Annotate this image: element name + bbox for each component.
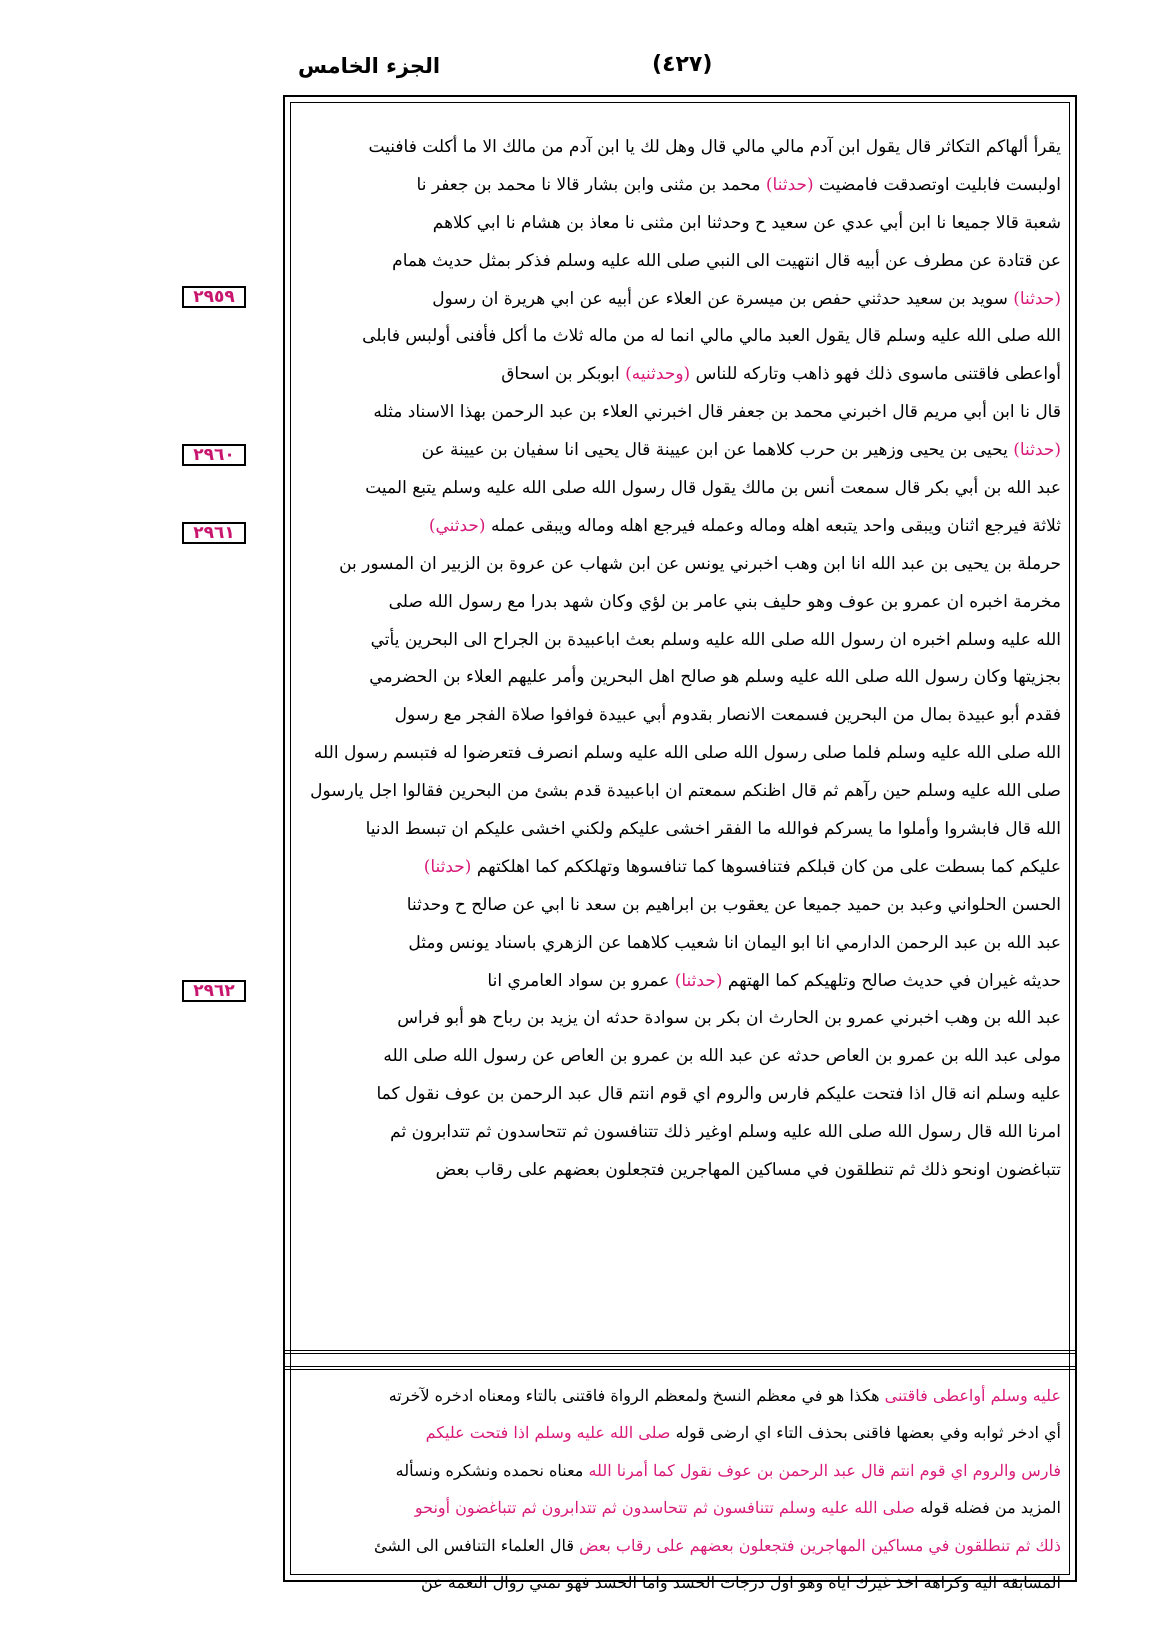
- text-segment: مخرمة اخبره ان عمرو بن عوف وهو حليف بني عامر بن لؤي وكان شهد بدرا مع رسول الله صلى: [388, 591, 1061, 612]
- text-segment: يحيى بن يحيى وزهير بن حرب كلاهما عن ابن عيينة قال يحيى انا سفيان بن عيينة عن: [421, 440, 1014, 461]
- highlighted-phrase: (حدثنا): [765, 174, 814, 195]
- text-line: [305, 925, 1061, 963]
- hadith-number-2961: ٢٩٦١: [182, 522, 246, 544]
- hadith-number-2960: ٢٩٦٠: [182, 444, 246, 466]
- text-line: [305, 1076, 1061, 1114]
- text-line: [305, 356, 1061, 394]
- text-line: [305, 318, 1061, 356]
- commentary-block: [305, 1377, 1061, 1592]
- commentary-line: [305, 1527, 1061, 1564]
- highlighted-phrase: صلى الله عليه وسلم اذا فتحت عليكم: [425, 1423, 671, 1443]
- text-line: [305, 773, 1061, 811]
- text-segment: يقرأ ألهاكم التكاثر قال يقول ابن آدم مالي مالي قال وهل لك يا ابن آدم من مالك الا ما أكلت فافنيت: [368, 137, 1061, 157]
- text-line: [305, 432, 1061, 470]
- text-line: [305, 735, 1061, 773]
- text-line: [305, 281, 1061, 319]
- text-line: [305, 1152, 1061, 1190]
- highlighted-phrase: فارس والروم اي قوم انتم قال عبد الرحمن بن عوف نقول كما أمرنا الله: [588, 1460, 1061, 1480]
- text-line: [305, 129, 1061, 167]
- commentary-line: [305, 1452, 1061, 1489]
- page-header: [290, 52, 1080, 92]
- text-segment: عن قتادة عن مطرف عن أبيه قال انتهيت الى النبي صلى الله عليه وسلم فذكر بمثل حديث همام: [392, 250, 1061, 271]
- text-segment: أواعطى فاقتنى ماسوى ذلك فهو ذاهب وتاركه للناس: [690, 364, 1061, 385]
- part-title: الجزء الخامس: [298, 54, 441, 78]
- commentary-line: [305, 1414, 1061, 1451]
- text-line: [305, 963, 1061, 1001]
- footnote-separator: [285, 1350, 1075, 1370]
- text-segment: شعبة قالا جميعا نا ابن أبي عدي عن سعيد ح وحدثنا ابن مثنى نا معاذ بن هشام نا ابي كلاهم: [432, 212, 1061, 233]
- text-line: [305, 849, 1061, 887]
- text-segment: هكذا هو في معظم النسخ ولمعظم الرواة فاقتنى بالتاء ومعناه ادخره لآخرته: [388, 1386, 885, 1405]
- text-line: [305, 243, 1061, 281]
- main-text-block: [305, 129, 1061, 1342]
- hadith-number-2959: ٢٩٥٩: [182, 286, 246, 308]
- text-segment: حرملة بن يحيى بن عبد الله انا ابن وهب اخبرني يونس عن ابن شهاب عن عروة بن الزبير ان المسور بن: [339, 553, 1061, 574]
- page-number: (٤٢٧): [652, 52, 713, 77]
- highlighted-phrase: (حدثنا): [1013, 288, 1061, 309]
- text-line: [305, 659, 1061, 697]
- text-segment: عبد الله بن أبي بكر قال سمعت أنس بن مالك يقول قال رسول الله صلى الله عليه وسلم يتبع الميت: [365, 478, 1061, 499]
- text-line: [305, 167, 1061, 205]
- text-segment: عبد الله بن عبد الرحمن الدارمي انا ابو اليمان انا شعيب كلاهما عن الزهري باسناد يونس ومثل: [408, 932, 1061, 953]
- text-segment: عمرو بن سواد العامري انا: [487, 970, 675, 991]
- commentary-line: [305, 1489, 1061, 1526]
- text-line: [305, 205, 1061, 243]
- text-segment: الله صلى الله عليه وسلم قال يقول العبد مالي مالي انما له من ماله ثلاث ما أكل فأفنى أولبس فابلى: [362, 326, 1061, 347]
- text-line: [305, 584, 1061, 622]
- hadith-number-2962: ٢٩٦٢: [182, 980, 246, 1002]
- text-line: [305, 887, 1061, 925]
- text-segment: الحسن الحلواني وعبد بن حميد جميعا عن يعقوب بن ابراهيم بن سعد نا ابي عن صالح ح وحدثنا: [406, 894, 1061, 915]
- text-segment: مولى عبد الله بن عمرو بن العاص حدثه عن عبد الله بن عمرو بن العاص عن رسول الله صلى الله: [383, 1046, 1061, 1067]
- text-line: [305, 697, 1061, 735]
- text-line: [305, 394, 1061, 432]
- text-line: [305, 1000, 1061, 1038]
- text-segment: تتباغضون اونحو ذلك ثم تنطلقون في مساكين المهاجرين فتجعلون بعضهم على رقاب بعض: [435, 1160, 1061, 1181]
- text-segment: امرنا الله قال رسول الله صلى الله عليه وسلم اوغير ذلك تتنافسون ثم تتحاسدون ثم تتدابرون ثم: [390, 1122, 1061, 1143]
- text-segment: قال العلماء التنافس الى الشئ: [374, 1535, 580, 1555]
- text-segment: عبد الله بن وهب اخبرني عمرو بن الحارث ان بكر بن سوادة حدثه ان يزيد بن رباح هو أبو فراس: [397, 1008, 1061, 1029]
- text-segment: المسابقة اليه وكراهة اخذ غيرك اياه وهو اول درجات الحسد واما الحسد فهو تمني زوال النعمة عن: [421, 1572, 1061, 1592]
- text-segment: سويد بن سعيد حدثني حفص بن ميسرة عن العلاء عن أبيه عن ابي هريرة ان رسول: [432, 288, 1014, 309]
- text-segment: عليكم كما بسطت على من كان قبلكم فتنافسوها كما تنافسوها وتهلككم كما اهلكتهم: [471, 856, 1061, 877]
- text-segment: الله صلى الله عليه وسلم فلما صلى رسول الله صلى الله عليه وسلم انصرف فتعرضوا له فتبسم رسول الله: [313, 743, 1061, 764]
- text-segment: حديثه غيران في حديث صالح وتلهيكم كما الهتهم: [722, 970, 1061, 991]
- page-frame: [283, 95, 1077, 1592]
- text-line: [305, 546, 1061, 584]
- text-segment: ابوبكر بن اسحاق: [501, 364, 626, 385]
- text-line: [305, 1038, 1061, 1076]
- text-line: [305, 470, 1061, 508]
- text-line: [305, 811, 1061, 849]
- text-segment: أي ادخر ثوابه وفي بعضها فاقنى بحذف التاء اي ارضى قوله: [670, 1423, 1061, 1443]
- highlighted-phrase: ذلك ثم تنطلقون في مساكين المهاجرين فتجعلون بعضهم على رقاب بعض: [579, 1535, 1061, 1555]
- text-segment: فقدم أبو عبيدة بمال من البحرين فسمعت الانصار بقدوم أبي عبيدة فوافوا صلاة الفجر مع رسول: [394, 705, 1061, 726]
- commentary-line: [305, 1377, 1061, 1414]
- text-line: [305, 508, 1061, 546]
- text-segment: بجزيتها وكان رسول الله صلى الله عليه وسلم هو صالح اهل البحرين وأمر عليهم العلاء بن الحضرمي: [369, 667, 1061, 688]
- highlighted-phrase: صلى الله عليه وسلم تتنافسون ثم تتحاسدون ثم تتدابرون ثم تتباغضون أونحو: [414, 1498, 915, 1518]
- text-segment: صلى الله عليه وسلم حين رآهم ثم قال اظنكم سمعتم ان اباعبيدة قدم بشئ من البحرين فقالوا اجل يارسول: [310, 781, 1061, 802]
- highlighted-phrase: عليه وسلم أواعطى فاقتنى: [884, 1386, 1061, 1405]
- text-segment: المزيد من فضله قوله: [914, 1498, 1061, 1518]
- highlighted-phrase: (حدثنا): [674, 970, 723, 991]
- text-segment: اولبست فابليت اوتصدقت فامضيت: [813, 174, 1061, 195]
- commentary-line: [305, 1564, 1061, 1601]
- text-line: [305, 1114, 1061, 1152]
- text-segment: معناه نحمده ونشكره ونسأله: [395, 1460, 589, 1480]
- highlighted-phrase: (حدثني): [428, 515, 486, 536]
- highlighted-phrase: (وحدثنيه): [625, 364, 691, 385]
- text-segment: قال نا ابن أبي مريم قال اخبرني محمد بن جعفر قال اخبرني العلاء بن عبد الرحمن بهذا الاسناد مثله: [373, 402, 1061, 423]
- text-line: [305, 622, 1061, 660]
- text-segment: عليه وسلم انه قال اذا فتحت عليكم فارس والروم اي قوم انتم قال عبد الرحمن بن عوف نقول كما: [376, 1084, 1061, 1105]
- highlighted-phrase: (حدثنا): [423, 856, 472, 877]
- text-segment: الله قال فابشروا وأملوا ما يسركم فوالله ما الفقر اخشى عليكم ولكني اخشى عليكم ان تبسط الدنيا: [365, 819, 1061, 840]
- text-segment: ثلاثة فيرجع اثنان ويبقى واحد يتبعه اهله وماله وعمله فيرجع اهله وماله ويبقى عمله: [485, 515, 1061, 536]
- highlighted-phrase: (حدثنا): [1013, 440, 1061, 461]
- text-segment: الله عليه وسلم اخبره ان رسول الله صلى الله عليه وسلم بعث اباعبيدة بن الجراح الى البحرين يأتي: [370, 629, 1061, 650]
- text-segment: محمد بن مثنى وابن بشار قالا نا محمد بن جعفر نا: [416, 174, 766, 195]
